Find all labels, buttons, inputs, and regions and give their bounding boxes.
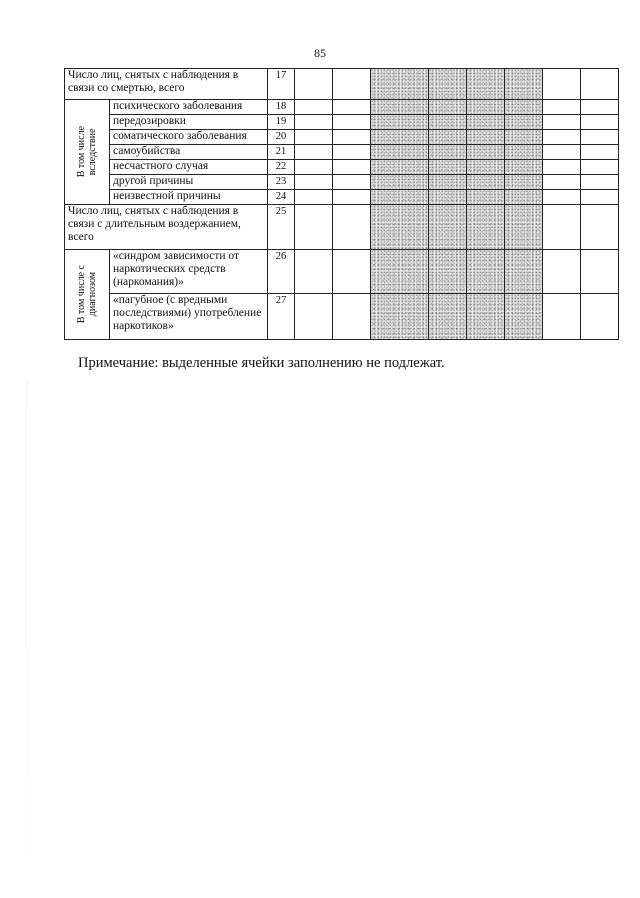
data-cell: [333, 175, 371, 190]
shaded-cell: [429, 205, 467, 250]
row-label: Число лиц, снятых с наблюдения в связи с длительным воздержанием, всего: [65, 205, 268, 250]
row-label: Число лиц, снятых с наблюдения в связи со смертью, всего: [65, 69, 268, 100]
shaded-cell: [371, 145, 429, 160]
shaded-cell: [505, 250, 543, 294]
row-label: другой причины: [110, 175, 268, 190]
row-label: самоубийства: [110, 145, 268, 160]
row-label: «синдром зависимости от наркотических средств (наркомания)»: [110, 250, 268, 294]
shaded-cell: [505, 190, 543, 205]
data-cell: [333, 190, 371, 205]
data-cell: [295, 205, 333, 250]
data-cell: [543, 294, 581, 340]
data-cell: [543, 130, 581, 145]
shaded-cell: [467, 294, 505, 340]
shaded-cell: [371, 69, 429, 100]
data-cell: [581, 160, 619, 175]
shaded-cell: [505, 160, 543, 175]
data-cell: [295, 100, 333, 115]
table-row: [65, 100, 619, 115]
table-row: [65, 160, 619, 175]
data-cell: [543, 160, 581, 175]
shaded-cell: [371, 100, 429, 115]
table-body: [65, 69, 619, 340]
group-label-text: В том числе с диагнозом: [76, 265, 98, 324]
shaded-cell: [467, 115, 505, 130]
shaded-cell: [467, 69, 505, 100]
shaded-cell: [505, 115, 543, 130]
table-row: [65, 190, 619, 205]
data-cell: [295, 69, 333, 100]
row-label: психического заболевания: [110, 100, 268, 115]
table-row: [65, 250, 619, 294]
page-number: 85: [314, 46, 326, 60]
data-cell: [581, 294, 619, 340]
group-label-text: В том числе вследствие: [76, 126, 98, 178]
shaded-cell: [467, 100, 505, 115]
data-cell: [581, 145, 619, 160]
table-row: [65, 294, 619, 340]
data-cell: [581, 250, 619, 294]
data-cell: [543, 205, 581, 250]
data-cell: [333, 100, 371, 115]
shaded-cell: [505, 69, 543, 100]
group-label-consequence: [65, 100, 110, 205]
shaded-cell: [371, 130, 429, 145]
shaded-cell: [505, 145, 543, 160]
row-code: 27: [268, 294, 295, 340]
data-cell: [333, 145, 371, 160]
shaded-cell: [429, 160, 467, 175]
row-label: передозировки: [110, 115, 268, 130]
data-cell: [543, 190, 581, 205]
shaded-cell: [467, 205, 505, 250]
shaded-cell: [467, 250, 505, 294]
shaded-cell: [429, 190, 467, 205]
data-cell: [543, 250, 581, 294]
shaded-cell: [371, 115, 429, 130]
group-label-diagnosis: [65, 250, 110, 340]
data-cell: [543, 100, 581, 115]
data-cell: [543, 175, 581, 190]
row-code: 19: [268, 115, 295, 130]
shaded-cell: [371, 160, 429, 175]
shaded-cell: [467, 175, 505, 190]
row-code: 25: [268, 205, 295, 250]
shaded-cell: [505, 294, 543, 340]
shaded-cell: [429, 69, 467, 100]
data-cell: [333, 160, 371, 175]
shaded-cell: [467, 145, 505, 160]
data-cell: [333, 115, 371, 130]
data-cell: [581, 69, 619, 100]
row-code: 22: [268, 160, 295, 175]
data-cell: [581, 175, 619, 190]
shaded-cell: [467, 130, 505, 145]
data-cell: [543, 115, 581, 130]
shaded-cell: [429, 175, 467, 190]
row-code: 26: [268, 250, 295, 294]
shaded-cell: [371, 250, 429, 294]
shaded-cell: [429, 145, 467, 160]
row-code: 18: [268, 100, 295, 115]
shaded-cell: [467, 190, 505, 205]
shaded-cell: [505, 205, 543, 250]
table-row: [65, 175, 619, 190]
data-cell: [581, 190, 619, 205]
shaded-cell: [429, 294, 467, 340]
footnote: Примечание: выделенные ячейки заполнению не подлежат.: [78, 355, 445, 371]
table-row: [65, 115, 619, 130]
shaded-cell: [371, 294, 429, 340]
shaded-cell: [371, 175, 429, 190]
table-row: [65, 130, 619, 145]
data-cell: [581, 130, 619, 145]
row-label: неизвестной причины: [110, 190, 268, 205]
shaded-cell: [505, 130, 543, 145]
data-cell: [295, 250, 333, 294]
shaded-cell: [505, 175, 543, 190]
data-cell: [295, 294, 333, 340]
row-label: несчастного случая: [110, 160, 268, 175]
shaded-cell: [429, 100, 467, 115]
data-cell: [543, 69, 581, 100]
row-code: 20: [268, 130, 295, 145]
row-code: 17: [268, 69, 295, 100]
shaded-cell: [467, 160, 505, 175]
data-cell: [295, 145, 333, 160]
shaded-cell: [371, 190, 429, 205]
data-cell: [543, 145, 581, 160]
shaded-cell: [429, 250, 467, 294]
data-cell: [333, 294, 371, 340]
data-cell: [295, 160, 333, 175]
data-cell: [333, 250, 371, 294]
row-label: «пагубное (с вредными последствиями) употребление наркотиков»: [110, 294, 268, 340]
data-cell: [333, 69, 371, 100]
data-cell: [581, 115, 619, 130]
data-cell: [333, 130, 371, 145]
scan-margin-line: [26, 380, 27, 850]
table-row: [65, 145, 619, 160]
report-table: [64, 68, 619, 340]
shaded-cell: [429, 115, 467, 130]
data-cell: [295, 130, 333, 145]
row-code: 24: [268, 190, 295, 205]
data-cell: [333, 205, 371, 250]
row-code: 23: [268, 175, 295, 190]
shaded-cell: [505, 100, 543, 115]
data-cell: [295, 115, 333, 130]
data-cell: [295, 175, 333, 190]
shaded-cell: [371, 205, 429, 250]
data-cell: [581, 205, 619, 250]
data-cell: [295, 190, 333, 205]
row-label: соматического заболевания: [110, 130, 268, 145]
shaded-cell: [429, 130, 467, 145]
table-row: [65, 205, 619, 250]
table-row: [65, 69, 619, 100]
row-code: 21: [268, 145, 295, 160]
data-cell: [581, 100, 619, 115]
